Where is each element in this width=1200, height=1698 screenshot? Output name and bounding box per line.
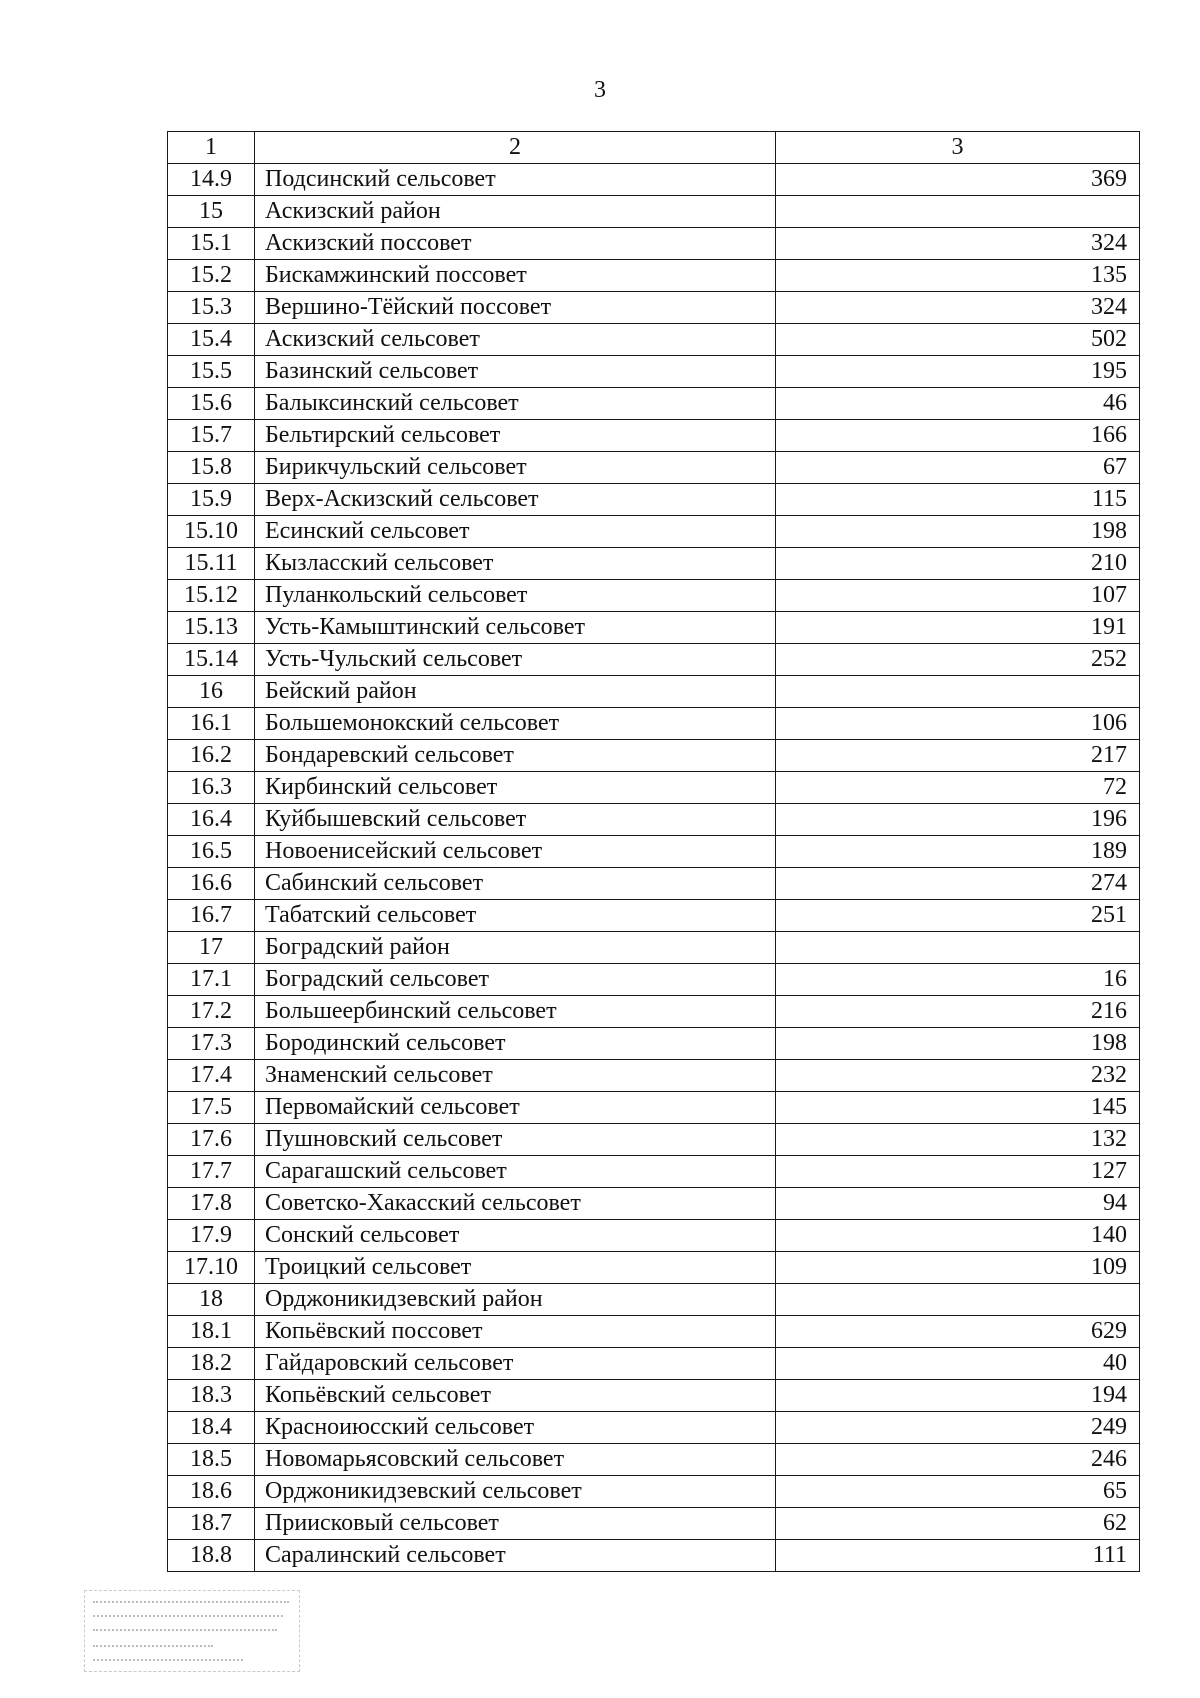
table-row: [168, 836, 1140, 868]
table-row: [168, 452, 1140, 484]
row-name: Бирикчульский сельсовет: [255, 452, 776, 484]
row-name: Бельтирский сельсовет: [255, 420, 776, 452]
row-name: Сабинский сельсовет: [255, 868, 776, 900]
row-name: Кирбинский сельсовет: [255, 772, 776, 804]
row-value: 106: [776, 708, 1140, 740]
row-number: 15.8: [168, 452, 255, 484]
table-row: [168, 420, 1140, 452]
row-value: [776, 932, 1140, 964]
row-number: 15.6: [168, 388, 255, 420]
row-number: 16.7: [168, 900, 255, 932]
row-name: Базинский сельсовет: [255, 356, 776, 388]
row-number: 16.2: [168, 740, 255, 772]
table-row: [168, 932, 1140, 964]
row-value: 145: [776, 1092, 1140, 1124]
row-number: 17.10: [168, 1252, 255, 1284]
table-row: [168, 580, 1140, 612]
row-name: Куйбышевский сельсовет: [255, 804, 776, 836]
row-name: Верх-Аскизский сельсовет: [255, 484, 776, 516]
row-number: 17.5: [168, 1092, 255, 1124]
row-value: 274: [776, 868, 1140, 900]
row-number: 14.9: [168, 164, 255, 196]
row-name: Орджоникидзевский сельсовет: [255, 1476, 776, 1508]
row-number: 15.3: [168, 292, 255, 324]
row-value: 127: [776, 1156, 1140, 1188]
row-number: 16.4: [168, 804, 255, 836]
row-name: Копьёвский сельсовет: [255, 1380, 776, 1412]
row-value: 189: [776, 836, 1140, 868]
row-number: 17.3: [168, 1028, 255, 1060]
row-value: 72: [776, 772, 1140, 804]
row-value: 111: [776, 1540, 1140, 1572]
row-value: 40: [776, 1348, 1140, 1380]
row-name: Сонский сельсовет: [255, 1220, 776, 1252]
row-number: 18.6: [168, 1476, 255, 1508]
row-number: 17.1: [168, 964, 255, 996]
faded-stamp: [84, 1590, 300, 1672]
row-name: Первомайский сельсовет: [255, 1092, 776, 1124]
row-number: 16: [168, 676, 255, 708]
row-number: 15.1: [168, 228, 255, 260]
row-name: Аскизский поссовет: [255, 228, 776, 260]
table-row: [168, 548, 1140, 580]
row-value: 194: [776, 1380, 1140, 1412]
row-name: Орджоникидзевский район: [255, 1284, 776, 1316]
row-value: 140: [776, 1220, 1140, 1252]
row-number: 18.2: [168, 1348, 255, 1380]
row-name: Красноиюсский сельсовет: [255, 1412, 776, 1444]
row-number: 18.5: [168, 1444, 255, 1476]
row-value: 324: [776, 228, 1140, 260]
row-name: Усть-Камыштинский сельсовет: [255, 612, 776, 644]
row-value: 252: [776, 644, 1140, 676]
table-row: [168, 708, 1140, 740]
row-value: 115: [776, 484, 1140, 516]
row-value: 196: [776, 804, 1140, 836]
table-row: [168, 996, 1140, 1028]
row-value: 232: [776, 1060, 1140, 1092]
row-name: Бейский район: [255, 676, 776, 708]
table-row: [168, 1220, 1140, 1252]
table-row: [168, 1252, 1140, 1284]
row-value: 135: [776, 260, 1140, 292]
row-number: 18.3: [168, 1380, 255, 1412]
row-number: 15.13: [168, 612, 255, 644]
row-number: 16.6: [168, 868, 255, 900]
row-number: 15.10: [168, 516, 255, 548]
row-number: 17: [168, 932, 255, 964]
row-number: 15: [168, 196, 255, 228]
table-row: [168, 740, 1140, 772]
row-name: Знаменский сельсовет: [255, 1060, 776, 1092]
table-row: [168, 868, 1140, 900]
row-number: 17.9: [168, 1220, 255, 1252]
table-row: [168, 644, 1140, 676]
table-row: [168, 964, 1140, 996]
row-number: 18.8: [168, 1540, 255, 1572]
row-name: Сарагашский сельсовет: [255, 1156, 776, 1188]
column-header-1: 1: [168, 132, 255, 164]
table-row: [168, 772, 1140, 804]
row-value: 62: [776, 1508, 1140, 1540]
row-name: Вершино-Тёйский поссовет: [255, 292, 776, 324]
row-value: 109: [776, 1252, 1140, 1284]
row-value: 46: [776, 388, 1140, 420]
row-name: Есинский сельсовет: [255, 516, 776, 548]
table-row: [168, 388, 1140, 420]
row-number: 16.3: [168, 772, 255, 804]
row-number: 15.4: [168, 324, 255, 356]
row-name: Бискамжинский поссовет: [255, 260, 776, 292]
row-name: Усть-Чульский сельсовет: [255, 644, 776, 676]
row-value: 65: [776, 1476, 1140, 1508]
row-value: 249: [776, 1412, 1140, 1444]
table-row: [168, 1508, 1140, 1540]
row-value: 166: [776, 420, 1140, 452]
row-value: 198: [776, 516, 1140, 548]
row-number: 18.7: [168, 1508, 255, 1540]
table-row: [168, 1348, 1140, 1380]
table-row: [168, 1444, 1140, 1476]
row-value: 369: [776, 164, 1140, 196]
row-name: Балыксинский сельсовет: [255, 388, 776, 420]
table-row: [168, 260, 1140, 292]
row-name: Кызласский сельсовет: [255, 548, 776, 580]
row-value: [776, 676, 1140, 708]
row-number: 15.14: [168, 644, 255, 676]
table-row: [168, 1284, 1140, 1316]
table-row: [168, 1092, 1140, 1124]
data-table: [167, 131, 1140, 1572]
table-row: [168, 900, 1140, 932]
table-row: [168, 164, 1140, 196]
table-row: [168, 804, 1140, 836]
row-number: 15.11: [168, 548, 255, 580]
row-name: Аскизский район: [255, 196, 776, 228]
row-number: 15.12: [168, 580, 255, 612]
table-row: [168, 484, 1140, 516]
row-number: 17.4: [168, 1060, 255, 1092]
table-row: [168, 1156, 1140, 1188]
row-name: Табатский сельсовет: [255, 900, 776, 932]
row-name: Новоенисейский сельсовет: [255, 836, 776, 868]
row-value: 217: [776, 740, 1140, 772]
table-body: [168, 132, 1140, 1572]
table-header-row: [168, 132, 1140, 164]
row-name: Троицкий сельсовет: [255, 1252, 776, 1284]
table-row: [168, 1380, 1140, 1412]
row-name: Большемонокский сельсовет: [255, 708, 776, 740]
page-number: 3: [594, 77, 606, 103]
row-value: 195: [776, 356, 1140, 388]
row-number: 18.4: [168, 1412, 255, 1444]
row-name: Пуланкольский сельсовет: [255, 580, 776, 612]
table-row: [168, 292, 1140, 324]
row-name: Боградский район: [255, 932, 776, 964]
row-value: [776, 1284, 1140, 1316]
row-name: Копьёвский поссовет: [255, 1316, 776, 1348]
row-name: Аскизский сельсовет: [255, 324, 776, 356]
row-value: 251: [776, 900, 1140, 932]
row-name: Бородинский сельсовет: [255, 1028, 776, 1060]
table-row: [168, 196, 1140, 228]
table-row: [168, 676, 1140, 708]
row-name: Бондаревский сельсовет: [255, 740, 776, 772]
column-header-2: 2: [255, 132, 776, 164]
table-row: [168, 1476, 1140, 1508]
row-value: 191: [776, 612, 1140, 644]
table-row: [168, 612, 1140, 644]
row-number: 17.8: [168, 1188, 255, 1220]
table-row: [168, 1124, 1140, 1156]
row-number: 16.5: [168, 836, 255, 868]
row-value: [776, 196, 1140, 228]
row-value: 16: [776, 964, 1140, 996]
table-row: [168, 1028, 1140, 1060]
row-name: Подсинский сельсовет: [255, 164, 776, 196]
table-row: [168, 356, 1140, 388]
table-row: [168, 1060, 1140, 1092]
row-name: Большеербинский сельсовет: [255, 996, 776, 1028]
table-row: [168, 324, 1140, 356]
row-number: 16.1: [168, 708, 255, 740]
table-row: [168, 1316, 1140, 1348]
row-value: 324: [776, 292, 1140, 324]
row-value: 94: [776, 1188, 1140, 1220]
table-row: [168, 228, 1140, 260]
row-number: 18: [168, 1284, 255, 1316]
table-row: [168, 516, 1140, 548]
row-name: Советско-Хакасский сельсовет: [255, 1188, 776, 1220]
row-number: 15.7: [168, 420, 255, 452]
table-row: [168, 1412, 1140, 1444]
row-value: 216: [776, 996, 1140, 1028]
row-value: 502: [776, 324, 1140, 356]
column-header-3: 3: [776, 132, 1140, 164]
row-value: 629: [776, 1316, 1140, 1348]
row-number: 17.6: [168, 1124, 255, 1156]
row-name: Саралинский сельсовет: [255, 1540, 776, 1572]
row-value: 210: [776, 548, 1140, 580]
row-name: Пушновский сельсовет: [255, 1124, 776, 1156]
row-number: 15.5: [168, 356, 255, 388]
row-name: Гайдаровский сельсовет: [255, 1348, 776, 1380]
row-value: 198: [776, 1028, 1140, 1060]
table-row: [168, 1188, 1140, 1220]
row-number: 17.7: [168, 1156, 255, 1188]
row-name: Приисковый сельсовет: [255, 1508, 776, 1540]
row-value: 132: [776, 1124, 1140, 1156]
table-row: [168, 1540, 1140, 1572]
row-number: 18.1: [168, 1316, 255, 1348]
row-number: 15.9: [168, 484, 255, 516]
row-name: Боградский сельсовет: [255, 964, 776, 996]
row-value: 246: [776, 1444, 1140, 1476]
row-number: 15.2: [168, 260, 255, 292]
row-value: 107: [776, 580, 1140, 612]
row-number: 17.2: [168, 996, 255, 1028]
row-value: 67: [776, 452, 1140, 484]
row-name: Новомарьясовский сельсовет: [255, 1444, 776, 1476]
